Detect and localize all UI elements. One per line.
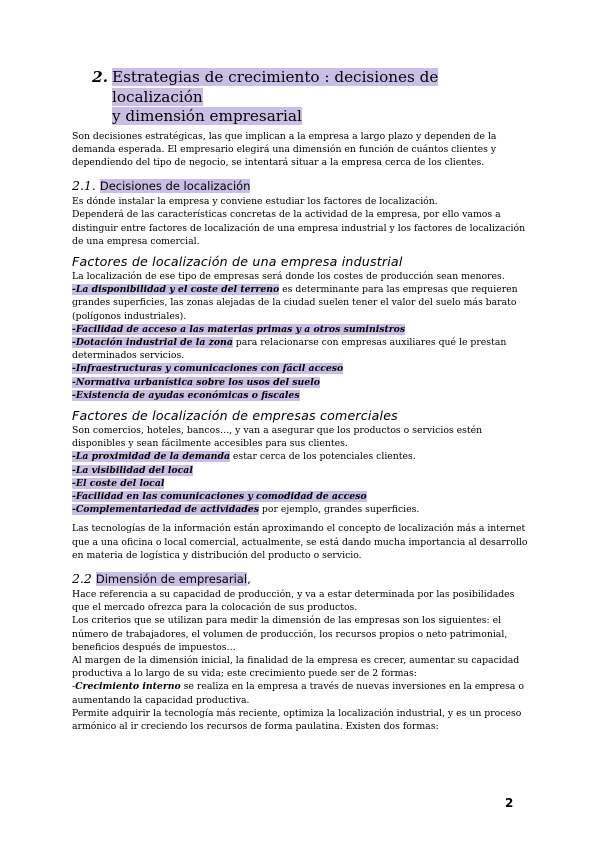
section-2-1-number: 2.1. bbox=[72, 178, 96, 194]
industrial-item-1 bbox=[72, 283, 528, 323]
document-page bbox=[72, 68, 528, 733]
comercial-item-1-label: -La proximidad de la demanda bbox=[72, 451, 230, 463]
comercial-item-5 bbox=[72, 503, 528, 516]
section-2-2-number: 2.2 bbox=[72, 570, 92, 586]
intro-paragraph: Son decisiones estratégicas, las que implican a la empresa a largo plazo y dependen de la demanda esperada. El empresario elegirá una dimensión en función de cuántos clientes y dependiendo del tipo de negocio, se intentará situar a la empresa cerca de los clientes. bbox=[72, 130, 497, 168]
comercial-item-5-label: -Complementariedad de actividades bbox=[72, 504, 259, 516]
section-2-1-p1: Es dónde instalar la empresa y conviene estudiar los factores de localización. bbox=[72, 196, 438, 208]
main-heading-line2: y dimensión empresarial bbox=[112, 107, 302, 125]
comercial-item-4 bbox=[72, 490, 528, 503]
section-2-2-p3: Al margen de la dimensión inicial, la finalidad de la empresa es crecer, aumentar su capacidad productiva a lo largo de su vida; este crecimiento puede ser de 2 formas: bbox=[72, 655, 520, 680]
industrial-item-5 bbox=[72, 376, 528, 389]
comercial-heading: Factores de localización de empresas comerciales bbox=[72, 407, 398, 423]
industrial-item-1-text: es determinante para las empresas que requieren grandes superficies, las zonas alejadas de la ciudad suelen tener el valor del suelo más barato (polígonos industriales). bbox=[72, 284, 518, 322]
industrial-intro: La localización de ese tipo de empresas será donde los costes de producción sean menores. bbox=[72, 270, 505, 282]
section-2-2-p2: Los criterios que se utilizan para medir la dimensión de las empresas son los siguientes: el número de trabajadores, el volumen de producción, los recursos propios o neto patrimonial, beneficios después de impuestos… bbox=[72, 615, 508, 653]
industrial-item-1-label: -La disponibilidad y el coste del terreno bbox=[72, 284, 280, 296]
industrial-item-5-label: -Normativa urbanística sobre los usos del suelo bbox=[72, 376, 320, 388]
comercial-intro: Son comercios, hoteles, bancos…, y van a asegurar que los productos o servicios estén disponibles y sean fácilmente accesibles para sus clientes. bbox=[72, 424, 483, 450]
section-2-2-p4-label: Crecimiento interno bbox=[75, 681, 181, 693]
industrial-item-2-label: -Facilidad de acceso a las materias primas y a otros suministros bbox=[72, 323, 406, 335]
section-2-2-heading bbox=[72, 571, 528, 587]
industrial-item-3-text: para relacionarse con empresas auxiliares qué le prestan determinados servicios. bbox=[72, 336, 507, 362]
industrial-item-6-label: -Existencia de ayudas económicas o fiscales bbox=[72, 389, 300, 401]
section-2-1-p2: Dependerá de las características concretas de la actividad de la empresa, por ello vamos a distinguir entre factores de localización de una empresa industrial y los factores de localización de una empresa comercial. bbox=[72, 209, 526, 247]
main-heading-line1: Estrategias de crecimiento : decisiones de localización bbox=[112, 68, 439, 106]
comercial-item-4-label: -Facilidad en las comunicaciones y comodidad de acceso bbox=[72, 490, 367, 502]
comercial-item-1 bbox=[72, 450, 528, 463]
main-heading-number: 2. bbox=[92, 68, 108, 86]
industrial-item-4 bbox=[72, 362, 528, 375]
section-2-2-title: Dimensión de empresarial bbox=[95, 571, 248, 586]
section-2-2-p4-text: se realiza en la empresa a través de nuevas inversiones en la empresa o aumentando la capacidad productiva. bbox=[72, 681, 524, 706]
industrial-item-3-label: -Dotación industrial de la zona bbox=[72, 336, 233, 348]
section-2-2-comma: , bbox=[247, 570, 252, 586]
page-number: 2 bbox=[505, 796, 514, 810]
industrial-item-6 bbox=[72, 389, 528, 402]
comercial-item-5-text: por ejemplo, grandes superficies. bbox=[258, 504, 420, 516]
comercial-item-2 bbox=[72, 464, 528, 477]
main-heading bbox=[72, 68, 528, 127]
industrial-item-2 bbox=[72, 323, 528, 336]
industrial-heading: Factores de localización de una empresa industrial bbox=[72, 253, 403, 269]
section-2-2-p4-dash: - bbox=[72, 681, 76, 693]
comercial-item-3 bbox=[72, 477, 528, 490]
section-2-1-title: Decisiones de localización bbox=[99, 179, 251, 194]
comercial-item-2-label: -La visibilidad del local bbox=[72, 464, 193, 476]
comercial-item-3-label: -El coste del local bbox=[72, 477, 165, 489]
industrial-item-4-label: -Infraestructuras y comunicaciones con fácil acceso bbox=[72, 363, 344, 375]
industrial-item-3 bbox=[72, 336, 528, 362]
section-2-2-p4 bbox=[72, 680, 528, 706]
section-2-2-p1: Hace referencia a su capacidad de producción, y va a estar determinada por las posibilidades que el mercado ofrezca para la colocación de sus productos. bbox=[72, 588, 515, 614]
comercial-item-1-text: estar cerca de los potenciales clientes. bbox=[229, 451, 416, 463]
section-2-2-p5: Permite adquirir la tecnología más reciente, optimiza la localización industrial, y es un proceso armónico al ir creciendo los recursos de forma paulatina. Existen dos formas: bbox=[72, 707, 522, 733]
tech-paragraph: Las tecnologías de la información están aproximando el concepto de localización más a internet que a una oficina o local comercial, actualmente, se está dando mucha importancia al desarrollo en materia de logística y distribución del producto o servicio. bbox=[72, 523, 528, 561]
section-2-1-heading bbox=[72, 178, 528, 194]
